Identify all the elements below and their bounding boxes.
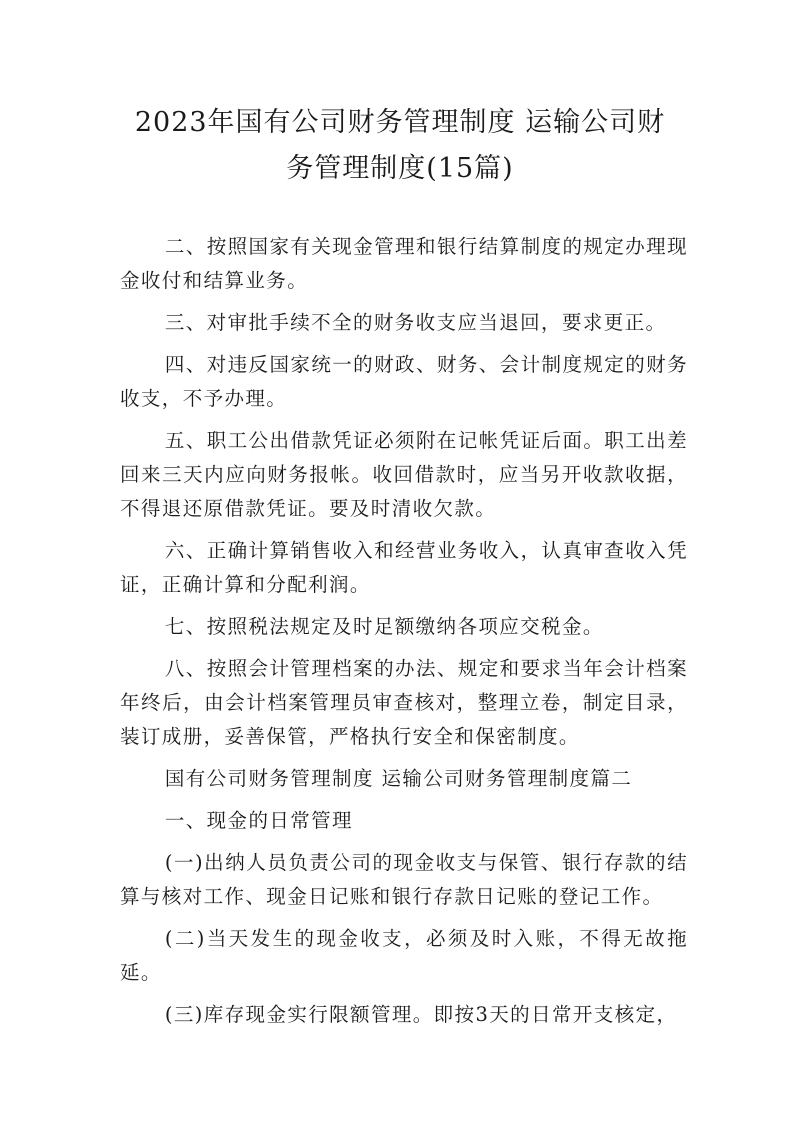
paragraph-return-incomplete: 三、对审批手续不全的财务收支应当退回，要求更正。 <box>164 311 667 334</box>
document-body <box>120 230 688 1040</box>
paragraph-archive-management: 八、按照会计管理档案的办法、规定和要求当年会计档案年终后，由会计档案管理员审查核对，整理立卷，制定目录，装订成册，妥善保管，严格执行安全和保密制度。 <box>120 657 688 748</box>
paragraph-cash-limit: (三)库存现金实行限额管理。即按3天的日常开支核定， <box>164 1003 678 1026</box>
paragraph-tax-payment: 七、按照税法规定及时足额缴纳各项应交税金。 <box>164 615 604 638</box>
title-line-1: 2023年国有公司财务管理制度 运输公司财 <box>134 107 666 138</box>
paragraph-cashier-duties: (一)出纳人员负责公司的现金收支与保管、银行存款的结算与核对工作、现金日记账和银行存款日记账的登记工作。 <box>120 851 688 908</box>
paragraph-cash-settlement: 二、按照国家有关现金管理和银行结算制度的规定办理现金收付和结算业务。 <box>120 235 688 292</box>
paragraph-refuse-violations: 四、对违反国家统一的财政、财务、会计制度规定的财务收支，不予办理。 <box>120 353 688 410</box>
paragraph-revenue-calculation: 六、正确计算销售收入和经营业务收入，认真审查收入凭证，正确计算和分配利润。 <box>120 539 688 596</box>
section-heading-part-two: 国有公司财务管理制度 运输公司财务管理制度篇二 <box>164 767 633 790</box>
document-title <box>100 100 700 192</box>
paragraph-loan-vouchers: 五、职工公出借款凭证必须附在记帐凭证后面。职工出差回来三天内应向财务报帐。收回借款时，应当另开收款收据，不得退还原借款凭证。要及时清收欠款。 <box>120 429 688 520</box>
paragraph-same-day-entry: (二)当天发生的现金收支，必须及时入账，不得无故拖延。 <box>120 927 688 984</box>
title-line-2: 务管理制度(15篇) <box>286 153 514 184</box>
subheading-cash-daily: 一、现金的日常管理 <box>164 809 353 832</box>
